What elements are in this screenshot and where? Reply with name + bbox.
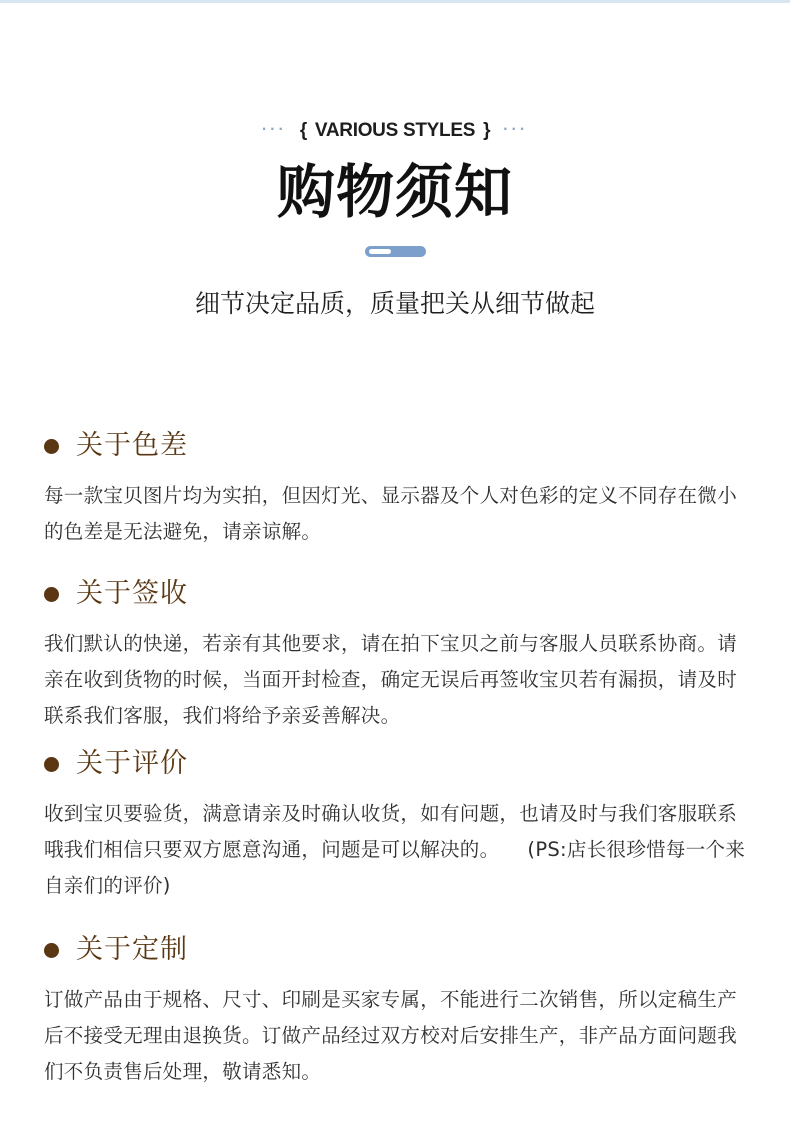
section-body-text: 收到宝贝要验货，满意请亲及时确认收货，如有问题，也请及时与我们客服联系哦我们相信只要双方愿意沟通，问题是可以解决的。 bbox=[44, 802, 738, 861]
section-body: 订做产品由于规格、尺寸、印刷是买家专属，不能进行二次销售，所以定稿生产后不接受无理由退换货。订做产品经过双方校对后安排生产，非产品方面问题我们不负责售后处理，敬请悉知。 bbox=[44, 988, 738, 1083]
bullet-dot-icon bbox=[44, 439, 59, 454]
title-underline-pill bbox=[365, 246, 426, 257]
top-border-line bbox=[0, 0, 790, 3]
section-title: 关于评价 bbox=[76, 748, 188, 779]
section-heading bbox=[44, 930, 188, 970]
section-body bbox=[44, 796, 756, 904]
brace-left: { bbox=[299, 120, 307, 141]
section-body: 每一款宝贝图片均为实拍，但因灯光、显示器及个人对色彩的定义不同存在微小的色差是无法避免，请亲谅解。 bbox=[44, 484, 738, 543]
bullet-dot-icon bbox=[44, 943, 59, 958]
section-note: (PS:店长很珍惜每一个来自亲们的评价) bbox=[44, 838, 746, 897]
bullet-dot-icon bbox=[44, 587, 59, 602]
section-heading bbox=[44, 744, 188, 784]
page-subtitle: 细节决定品质，质量把关从细节做起 bbox=[194, 289, 595, 318]
dots-left-decoration: ··· bbox=[261, 121, 287, 138]
section-heading bbox=[44, 426, 188, 466]
section-title: 关于色差 bbox=[76, 430, 188, 461]
section-body: 我们默认的快递，若亲有其他要求，请在拍下宝贝之前与客服人员联系协商。请亲在收到货物的时候，当面开封检查，确定无误后再签收宝贝若有漏损，请及时联系我们客服，我们将给予亲妥善解决。 bbox=[44, 632, 738, 727]
eyebrow-heading bbox=[0, 116, 790, 145]
page-title: 购物须知 bbox=[276, 158, 513, 226]
eyebrow-text: VARIOUS STYLES bbox=[314, 120, 476, 141]
title-underline-pill-highlight bbox=[369, 249, 391, 254]
brace-right: } bbox=[483, 120, 491, 141]
section-title: 关于定制 bbox=[76, 934, 188, 965]
section-title: 关于签收 bbox=[76, 578, 188, 609]
dots-right-decoration: ··· bbox=[503, 121, 529, 138]
bullet-dot-icon bbox=[44, 757, 59, 772]
section-heading bbox=[44, 574, 188, 614]
